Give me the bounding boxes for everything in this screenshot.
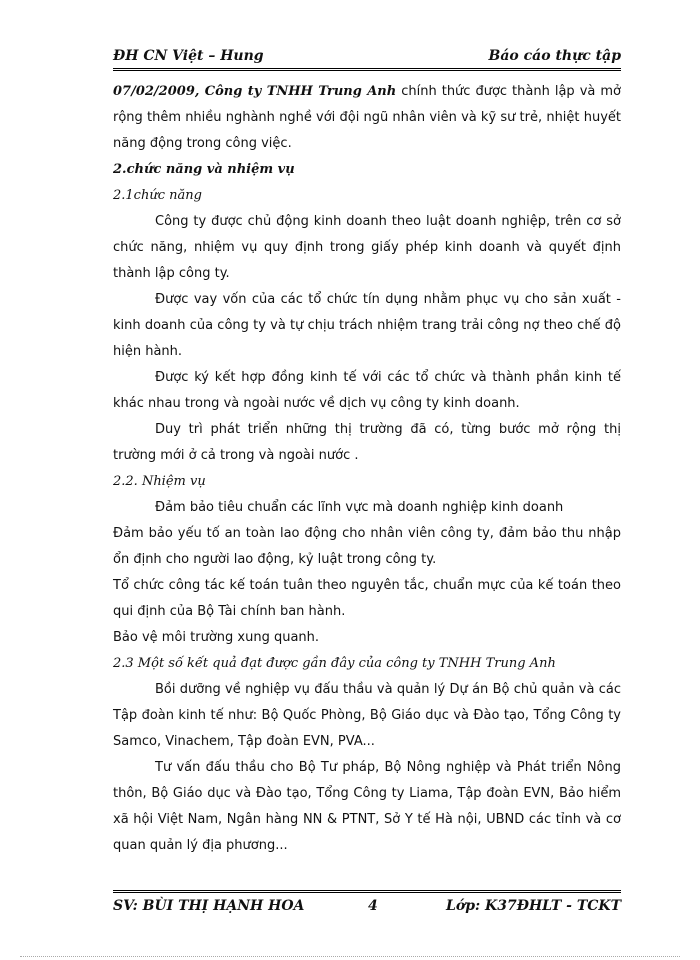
document-body	[113, 79, 621, 859]
duties-paragraph: Bảo vệ môi trường xung quanh.	[113, 630, 320, 645]
section-2-title: 2.chức năng và nhiệm vụ	[113, 162, 295, 177]
footer-class: Lớp: K37ĐHLT - TCKT	[446, 898, 621, 914]
intro-text: chính thức được thành lập và mở rộng thêm nhiều nghành nghề với đội ngũ nhân viên và kỹ sư trẻ, nhiệt huyết năng động trong công việc.	[113, 84, 621, 151]
functions-paragraph: Duy trì phát triển những thị trường đã có, từng bước mở rộng thị trường mới ở cả trong và ngoài nước .	[113, 422, 621, 463]
section-2-3-title: 2.3 Một số kết quả đạt được gần đây của công ty TNHH Trung Anh	[113, 656, 556, 671]
functions-paragraph: Được vay vốn của các tổ chức tín dụng nhằm phục vụ cho sản xuất - kinh doanh của công ty và tự chịu trách nhiệm trang trải công nợ theo chế độ hiện hành.	[113, 292, 621, 359]
section-2-2-title: 2.2. Nhiệm vụ	[113, 474, 206, 489]
functions-paragraph: Được ký kết hợp đồng kinh tế với các tổ chức và thành phần kinh tế khác nhau trong và ngoài nước về dịch vụ công ty kinh doanh.	[113, 370, 621, 411]
results-paragraph: Tư vấn đấu thầu cho Bộ Tư pháp, Bộ Nông nghiệp và Phát triển Nông thôn, Bộ Giáo dục và Đào tạo, Tổng Công ty Liama, Tập đoàn EVN, Bảo hiểm xã hội Việt Nam, Ngân hàng NN & PTNT, Sở Y tế Hà nội, UBND các tỉnh và cơ quan quản lý địa phương...	[113, 760, 621, 853]
page-edge-divider	[20, 956, 680, 957]
duties-paragraph: Đảm bảo tiêu chuẩn các lĩnh vực mà doanh nghiệp kinh doanh	[155, 500, 564, 515]
results-paragraph: Bồi dưỡng về nghiệp vụ đấu thầu và quản lý Dự án Bộ chủ quản và các Tập đoàn kinh tế như: Bộ Quốc Phòng, Bộ Giáo dục và Đào tạo, Tổng Công ty Samco, Vinachem, Tập đoàn EVN, PVA...	[113, 682, 621, 749]
footer-page-number: 4	[368, 898, 378, 914]
header-university: ĐH CN Việt – Hung	[113, 48, 264, 64]
section-2-1-title: 2.1chức năng	[113, 188, 202, 203]
intro-date-company: 07/02/2009, Công ty TNHH Trung Anh	[113, 84, 397, 99]
intro-paragraph	[113, 79, 621, 157]
page-footer	[113, 890, 621, 919]
functions-paragraph: Công ty được chủ động kinh doanh theo luật doanh nghiệp, trên cơ sở chức năng, nhiệm vụ quy định trong giấy phép kinh doanh và quyết định thành lập công ty.	[113, 214, 621, 281]
duties-paragraph: Đảm bảo yếu tố an toàn lao động cho nhân viên công ty, đảm bảo thu nhập ổn định cho người lao động, kỷ luật trong công ty.	[113, 526, 621, 567]
page-header	[113, 46, 621, 71]
header-report-title: Báo cáo thực tập	[488, 48, 621, 64]
duties-paragraph: Tổ chức công tác kế toán tuân theo nguyên tắc, chuẩn mực của kế toán theo qui định của Bộ Tài chính ban hành.	[113, 578, 621, 619]
footer-student-name: SV: BÙI THỊ HẠNH HOA	[113, 898, 305, 914]
